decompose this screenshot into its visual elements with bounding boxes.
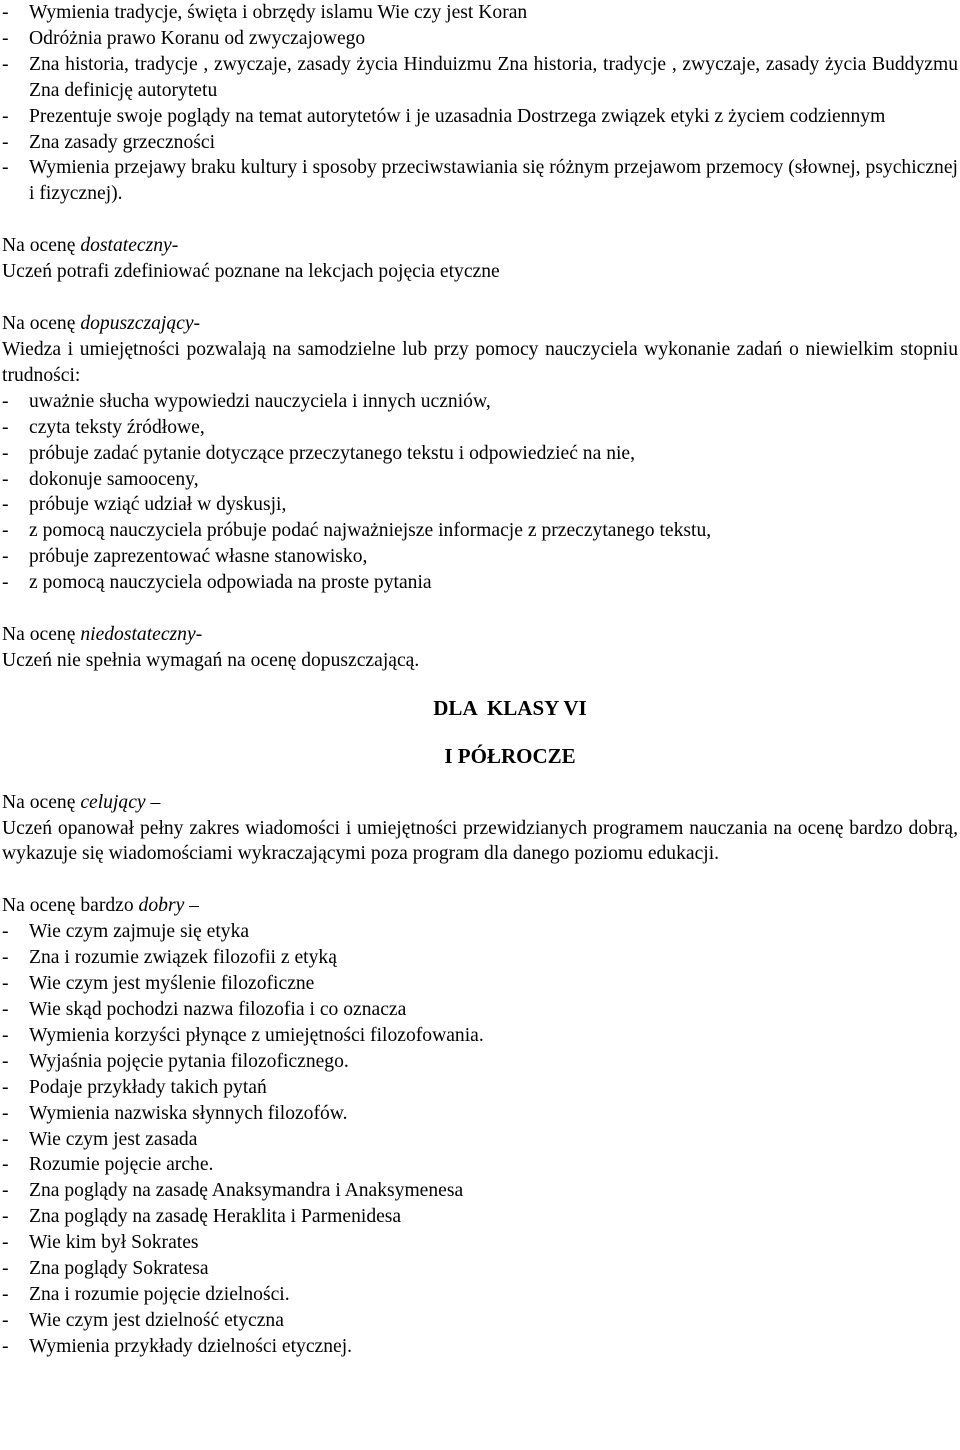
grade-name: dopuszczający: [80, 313, 194, 335]
list-item: - Wyjaśnia pojęcie pytania filozoficznego.: [2, 1050, 349, 1072]
list-item: - z pomocą nauczyciela próbuje podać najważniejsze informacje z przeczytanego tekstu,: [2, 520, 712, 542]
dopuszczajacy-list: [2, 389, 958, 596]
list-item: - Rozumie pojęcie arche.: [2, 1154, 214, 1176]
list-item: - Wie czym zajmuje się etyka: [2, 921, 250, 943]
list-item: - Wymienia korzyści płynące z umiejętności filozofowania.: [2, 1024, 484, 1046]
grade-heading-celujacy: Na ocenę celujący –: [2, 791, 161, 813]
list-item: - próbuje wziąć udział w dyskusji,: [2, 494, 287, 516]
grade-heading-niedostateczny: Na ocenę niedostateczny-: [2, 624, 203, 646]
list-item: - dokonuje samooceny,: [2, 468, 199, 490]
list-item: - Wie czym jest dzielność etyczna: [2, 1309, 284, 1331]
list-item: - Zna poglądy na zasadę Heraklita i Parmenidesa: [2, 1206, 402, 1228]
list-item: - Wymienia przejawy braku kultury i sposoby przeciwstawiania się różnym przejawom przemocy (słownej, psychicznej i fizycznej).: [2, 157, 958, 205]
list-item: - Zna i rozumie pojęcie dzielności.: [2, 1283, 290, 1305]
grade-name: celujący: [80, 791, 146, 813]
list-item: - czyta teksty źródłowe,: [2, 416, 205, 438]
grade-heading-bardzo-dobry: Na ocenę bardzo dobry –: [2, 895, 199, 917]
grade-name: niedostateczny: [80, 624, 196, 646]
list-item: - Wie kim był Sokrates: [2, 1232, 199, 1254]
term-title: I PÓŁROCZE: [444, 743, 576, 768]
list-item: - Podaje przykłady takich pytań: [2, 1076, 267, 1098]
list-item: - uważnie słucha wypowiedzi nauczyciela i innych uczniów,: [2, 390, 491, 412]
grade-name: dobry: [138, 895, 185, 917]
list-item: - Wie czym jest myślenie filozoficzne: [2, 973, 315, 995]
grade-heading-dostateczny: Na ocenę dostateczny-: [2, 235, 179, 257]
bardzo-dobry-list: [2, 919, 958, 1359]
list-item: - Zna i rozumie związek filozofii z etyką: [2, 947, 337, 969]
grade-description-dostateczny: Uczeń potrafi zdefiniować poznane na lekcjach pojęcia etyczne: [2, 261, 500, 283]
class-title: DLA KLASY VI: [433, 695, 587, 720]
list-item: - Zna historia, tradycje , zwyczaje, zasady życia Hinduizmu Zna historia, tradycje , zwyczaje, zasady życia Buddyzmu Zna definicję autorytetu: [2, 53, 958, 101]
list-item: - Prezentuje swoje poglądy na temat autorytetów i je uzasadnia Dostrzega związek etyki z życiem codziennym: [2, 105, 886, 127]
list-item: - próbuje zaprezentować własne stanowisko,: [2, 546, 368, 568]
list-item: - Wymienia tradycje, święta i obrzędy islamu Wie czy jest Koran: [2, 2, 528, 23]
list-item: - Odróżnia prawo Koranu od zwyczajowego: [2, 27, 366, 49]
list-item: - Wymienia nazwiska słynnych filozofów.: [2, 1102, 348, 1124]
list-item: - Zna zasady grzeczności: [2, 131, 216, 153]
grade-name: dostateczny: [80, 235, 172, 257]
list-item: - próbuje zadać pytanie dotyczące przeczytanego tekstu i odpowiedzieć na nie,: [2, 442, 636, 464]
list-item: - Zna poglądy Sokratesa: [2, 1258, 209, 1280]
list-item: - Wymienia przykłady dzielności etycznej.: [2, 1335, 353, 1357]
list-item: - Zna poglądy na zasadę Anaksymandra i Anaksymenesa: [2, 1180, 464, 1202]
grade-intro-dopuszczajacy: Wiedza i umiejętności pozwalają na samodzielne lub przy pomocy nauczyciela wykonanie zadań o niewielkim stopniu trudności:: [2, 338, 958, 386]
list-item: - Wie czym jest zasada: [2, 1128, 198, 1150]
grade-heading-dopuszczajacy: Na ocenę dopuszczający-: [2, 313, 201, 335]
grade-description-niedostateczny: Uczeń nie spełnia wymagań na ocenę dopuszczającą.: [2, 649, 420, 671]
top-requirements-list: [2, 0, 958, 207]
list-item: - Wie skąd pochodzi nazwa filozofia i co oznacza: [2, 999, 407, 1020]
list-item: - z pomocą nauczyciela odpowiada na proste pytania: [2, 572, 432, 594]
grade-description-celujacy: Uczeń opanował pełny zakres wiadomości i umiejętności przewidzianych programem nauczania na ocenę bardzo dobrą, wykazuje się wiadomościami wykraczającymi poza program dla danego poziomu edukacji.: [2, 817, 958, 865]
